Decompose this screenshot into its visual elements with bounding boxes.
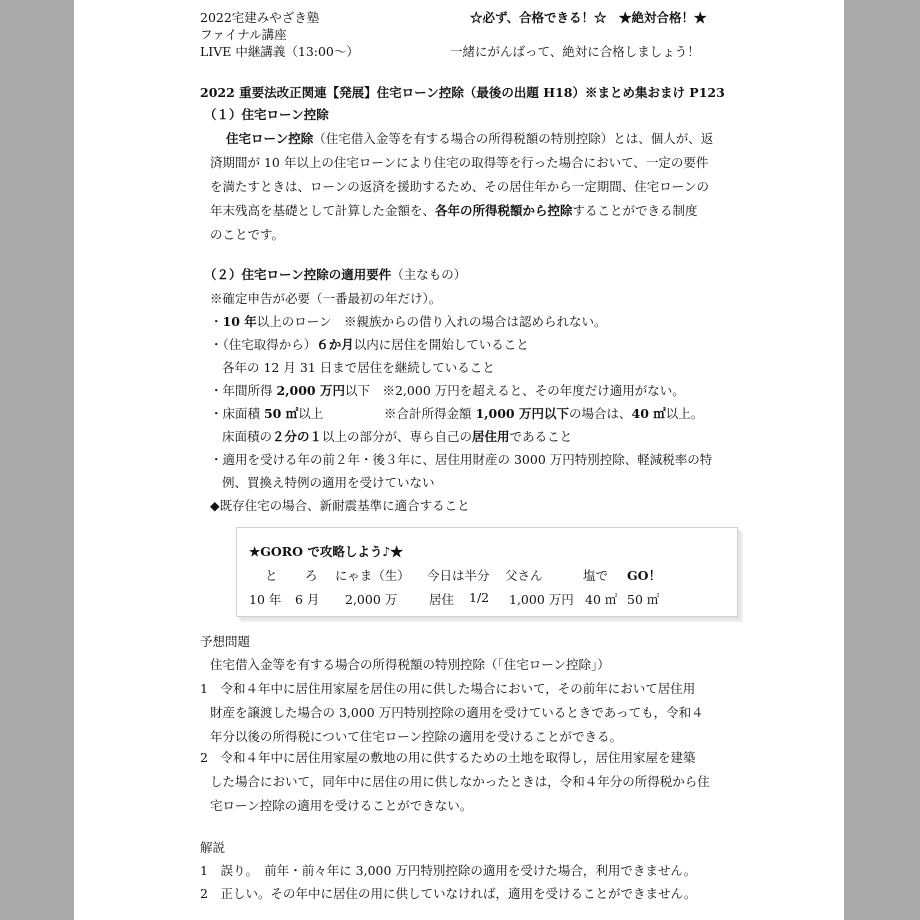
question-subtitle: 住宅借入金等を有する場合の所得税額の特別控除（「住宅ローン控除」） [210,657,610,672]
requirement-note: ※確定申告が必要（一番最初の年だけ）。 [210,291,442,306]
section1-line-1: 住宅ローン控除（住宅借入金等を有する場合の所得税額の特別控除）とは、個人が、返 [226,131,714,146]
goro-word-2: ろ [305,568,318,583]
answer-heading: 解説 [200,840,226,855]
question-line-3: 年分以後の所得税について住宅ローン控除の適用を受けることができる。 [210,729,623,744]
goro-word-7: GO！ [627,568,662,583]
goro-value-4: 居住 [429,592,455,607]
question-line-2: 財産を譲渡した場合の 3,000 万円特別控除の適用を受けているときであっても，令和４ [210,705,704,720]
answer-line-1: 1 誤り。 前年・前々年に 3,000 万円特別控除の適用を受けた場合，利用できません。 [200,863,697,878]
question-line-4: 2 令和４年中に居住用家屋の敷地の用に供するための土地を取得し，居住用家屋を建築 [200,750,696,765]
goro-title: ★GORO で攻略しよう♪★ [249,544,403,559]
school-name: 2022宅建みやざき塾 [200,10,320,25]
goro-mnemonic-box [236,527,738,617]
requirement-5: ・適用を受ける年の前２年・後３年に、居住用財産の 3000 万円特別控除、軽減税率の特 [210,452,713,467]
question-line-6: 宅ローン控除の適用を受けることができない。 [210,798,473,813]
requirement-5b: 例、買換え特例の適用を受けていない [222,475,435,490]
page-title: 2022 重要法改正関連【発展】住宅ローン控除（最後の出題 H18）※まとめ集おまけ P123 [200,85,725,100]
answer-line-2: 2 正しい。その年中に居住の用に供していなければ，適用を受けることができません。 [200,886,697,901]
live-info: LIVE 中継講義（13:00〜） [200,44,359,59]
goro-value-1: 10 年 [249,592,282,607]
section1-line-5: のことです。 [210,227,285,242]
question-line-5: した場合において，同年中に居住の用に供しなかったときは，令和４年分の所得税から住 [210,774,710,789]
goro-value-7: 40 ㎡ [585,592,618,607]
section2-heading: （２）住宅ローン控除の適用要件（主なもの） [204,267,467,282]
requirement-2: ・（住宅取得から）６か月以内に居住を開始していること [210,337,529,352]
requirement-4: ・床面積 50 ㎡以上 [210,406,324,421]
goro-word-5: 父さん [505,568,543,583]
slogan-2: 一緒にがんばって、絶対に合格しましょう！ [450,44,700,59]
goro-value-6: 1,000 万円 [509,592,574,607]
requirement-1: ・10 年以上のローン ※親族からの借り入れの場合は認められない。 [210,314,607,329]
question-heading: 予想問題 [200,634,251,649]
requirement-4-note: ※合計所得金額 1,000 万円以下の場合は、40 ㎡以上。 [384,406,704,421]
section1-line-3: を満たすときは、ローンの返済を援助するため、その居住年から一定期間、住宅ローンの [210,179,710,194]
goro-value-5: 1/2 [469,590,490,605]
goro-word-4: 今日は半分 [427,568,490,583]
goro-value-2: 6 月 [295,592,320,607]
goro-word-1: と [265,568,278,583]
requirement-4b: 床面積の２分の１以上の部分が、専ら自己の居住用であること [222,429,573,444]
course-name: ファイナル講座 [200,27,287,42]
section1-line-2: 済期間が 10 年以上の住宅ローンにより住宅の取得等を行った場合において、一定の要件 [210,155,709,170]
document-page [74,0,844,920]
section1-heading: （１）住宅ローン控除 [204,107,329,122]
requirement-3: ・年間所得 2,000 万円以下 ※2,000 万円を超えると、その年度だけ適用がない。 [210,383,685,398]
goro-word-3: にゃま（生） [335,568,410,583]
requirement-2b: 各年の 12 月 31 日まで居住を継続していること [222,360,495,375]
goro-word-6: 塩で [583,568,609,583]
question-line-1: 1 令和４年中に居住用家屋を居住の用に供した場合において，その前年において居住用 [200,681,696,696]
section1-line-4: 年末残高を基礎として計算した金額を、各年の所得税額から控除することができる制度 [210,203,698,218]
slogan-1: ☆必ず、合格できる！☆ ★絶対合格！★ [470,10,707,25]
goro-value-8: 50 ㎡ [627,592,660,607]
goro-value-3: 2,000 万 [345,592,398,607]
requirement-6: ◆既存住宅の場合、新耐震基準に適合すること [210,498,470,513]
